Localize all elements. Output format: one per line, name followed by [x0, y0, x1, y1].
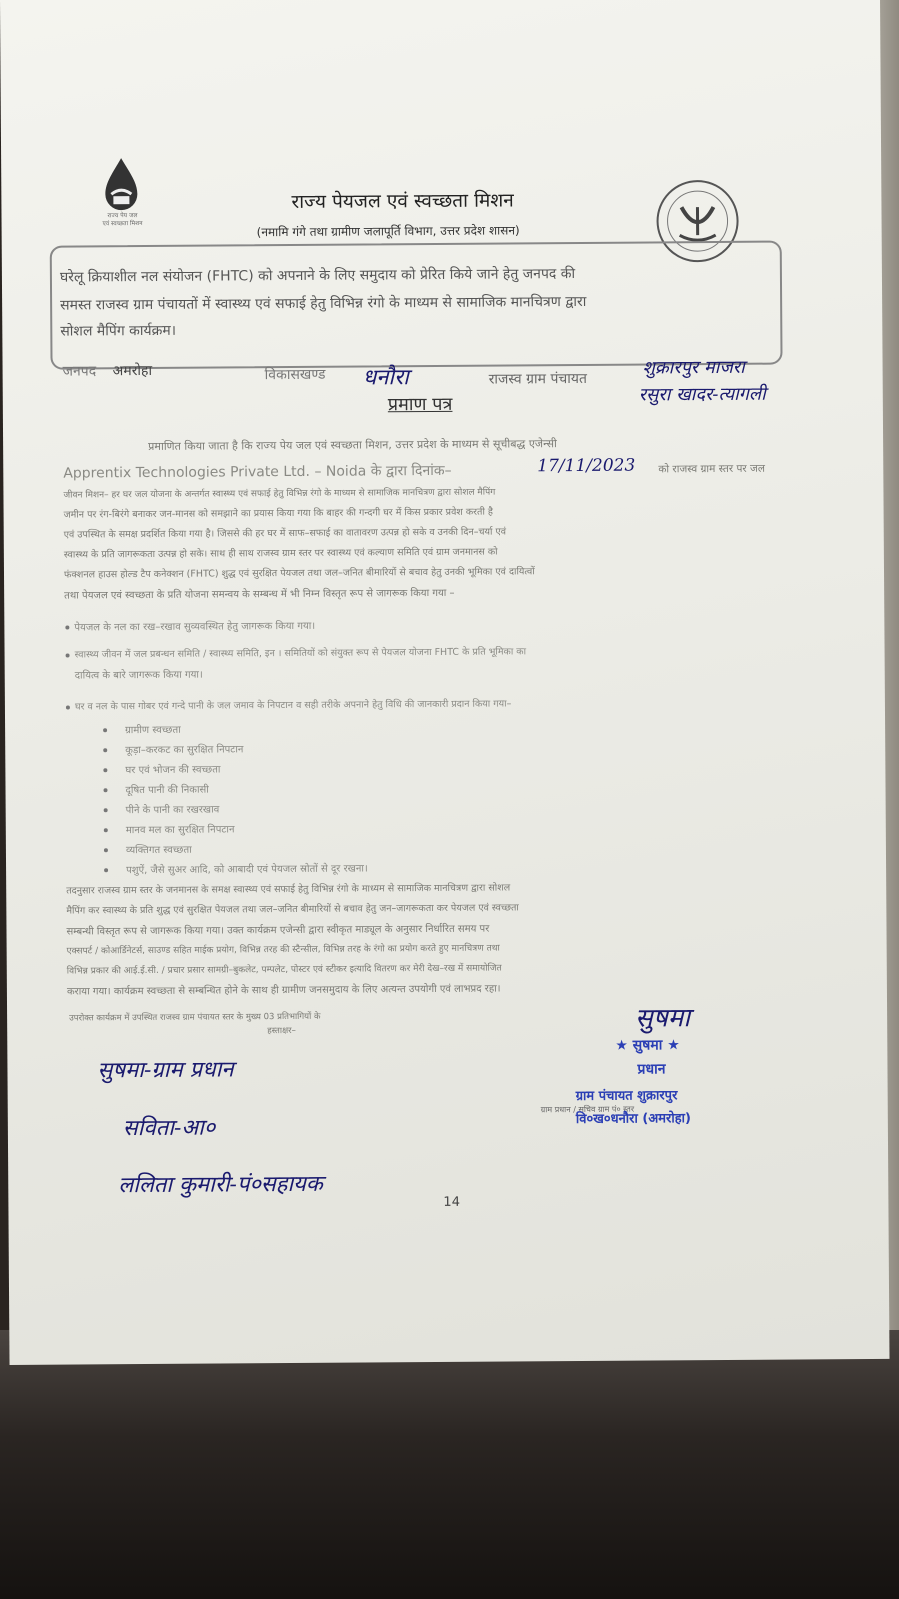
logo-text-1: राज्य पेय जल: [107, 212, 138, 220]
body-line-2b: को राजस्व ग्राम स्तर पर जल: [658, 462, 765, 476]
sub-bullet-3: घर एवं भोजन की स्वच्छता: [125, 764, 221, 777]
sub-bullet-5: पीने के पानी का रखरखाव: [125, 804, 220, 817]
banner-line-1: घरेलू क्रियाशील नल संयोजन (FHTC) को अपनाने के लिए समुदाय को प्रेरित किये जाने हेतु जनपद की: [59, 265, 576, 286]
participants-label: उपरोक्त कार्यक्रम में उपस्थित राजस्व ग्राम पंचायत स्तर के मुख्य 03 प्रतिभागियों के: [69, 1011, 321, 1024]
banner-line-2: समस्त राजस्व ग्राम पंचायतों में स्वास्थ्य एवं सफाई हेतु विभिन्न रंगो के माध्यम से सामाजिक मानचित्रण द्वारा: [60, 293, 587, 314]
stamp-office: ग्राम पंचायत शुक्रारपुर: [575, 1088, 678, 1105]
district-label: जनपद: [62, 363, 97, 380]
closing-line-2: मैपिंग कर स्वास्थ्य के प्रति शुद्ध एवं सुरक्षित पेयजल तथा जल–जनित बीमारियों से बचाव हेतु जन–जागरूकता कर पेयजल एवं स्वच्छता: [66, 902, 519, 917]
programme-date: 17/11/2023: [537, 455, 636, 477]
bullet-dot: [104, 828, 108, 832]
top-bullet-1: पेयजल के नल का रख–रखाव सुव्यवस्थित हेतु जागरूक किया गया।: [74, 620, 316, 634]
block-label: विकासखण्ड: [264, 366, 326, 384]
background-surface-bottom: [0, 1330, 899, 1599]
stamp-role: प्रधान: [637, 1061, 666, 1078]
district-value: अमरोहा: [112, 362, 153, 380]
bullet-dot: [104, 848, 108, 852]
body-line-5: एवं उपस्थित के समक्ष प्रदर्शित किया गया है। जिससे की हर घर में साफ–सफाई का वातावरण उत्पन्न हो सके व उनकी दिन–चर्या एवं: [63, 526, 507, 541]
bullet-dot: [104, 868, 108, 872]
bullet-dot: [103, 748, 107, 752]
pradhan-signature: सुषमा: [635, 1003, 691, 1034]
closing-line-4: एक्सपर्ट / कोआर्डिनेटर्स, साउण्ड सहित माईक प्रयोग, विभिन्न तरह की स्टैन्सील, विभिन्न तरह के रंगो का प्रयोग करते हुए मानचित्रण तथा: [66, 943, 500, 957]
closing-line-5: विभिन्न प्रकार की आई.ई.सी. / प्रचार प्रसार सामग्री–बुकलेट, पम्पलेट, पोस्टर एवं स्टीकर इत्यादि वितरण कर मेरी देख–रख में समायोजित: [66, 963, 502, 977]
sub-bullet-1: ग्रामीण स्वच्छता: [125, 724, 181, 737]
body-line-1: प्रमाणित किया जाता है कि राज्य पेय जल एवं स्वच्छता मिशन, उत्तर प्रदेश के माध्यम से सूचीबद्ध एजेन्सी: [148, 437, 557, 453]
certificate-title: प्रमाण पत्र: [387, 393, 453, 416]
panchayat-value-1: शुक्रारपुर माजरा: [642, 356, 745, 379]
bullet-dot: [66, 654, 70, 658]
stamp-name: ★ सुषमा ★: [615, 1037, 680, 1054]
header-subtitle: (नमामि गंगे तथा ग्रामीण जलापूर्ति विभाग, उत्तर प्रदेश शासन): [256, 223, 520, 240]
mission-logo: [91, 154, 152, 234]
closing-line-6: कराया गया। कार्यक्रम स्वच्छता से सम्बन्धित होने के साथ ही ग्रामीण जनसमुदाय के लिए अत्यन्त उपयोगी एवं लाभप्रद रहा।: [66, 983, 501, 998]
closing-line-1: तदनुसार राजस्व ग्राम स्तर के जनमानस के समक्ष स्वास्थ्य एवं सफाई हेतु विभिन्न रंगो के माध्यम से सामाजिक मानचित्रण द्वारा सोशल: [66, 882, 511, 897]
logo-text-2: एवं स्वच्छता मिशन: [102, 220, 143, 228]
sub-bullet-8: पशुऐं, जैसे सुअर आदि, को आबादी एवं पेयजल स्रोतों से दूर रखना।: [126, 863, 368, 877]
bullet-dot: [104, 788, 108, 792]
body-line-6: स्वास्थ्य के प्रति जागरूकता उत्पन्न हो सके। साथ ही साथ राजस्व ग्राम स्तर पर स्वास्थ्य एवं कल्याण समिति एवं ग्राम जनमानस को: [63, 546, 498, 561]
sub-bullet-6: मानव मल का सुरक्षित निपटान: [125, 824, 235, 837]
sub-bullet-7: व्यक्तिगत स्वच्छता: [125, 844, 192, 857]
top-bullet-2b: दायित्व के बारे जागरूक किया गया।: [74, 669, 203, 682]
banner-line-3: सोशल मैपिंग कार्यक्रम।: [60, 322, 177, 340]
stamp-block: वि०ख०धनौरा (अमरोहा): [575, 1111, 691, 1128]
bullet-dot: [66, 706, 70, 710]
bullet-dot: [103, 768, 107, 772]
participant-signature-1: सुषमा-ग्राम प्रधान: [97, 1057, 234, 1084]
sub-bullet-2: कूड़ा–करकट का सुरक्षित निपटान: [125, 744, 244, 757]
sub-bullet-4: दूषित पानी की निकासी: [125, 784, 209, 797]
panchayat-value-2: रसुरा खादर-त्यागली: [638, 383, 766, 406]
bullet-dot: [103, 728, 107, 732]
body-line-3: जीवन मिशन– हर घर जल योजना के अन्तर्गत स्वास्थ्य एवं सफाई हेतु विभिन्न रंगो के माध्यम से सामाजिक मानचित्रण द्वारा सोशल मैपिंग: [63, 487, 496, 501]
body-line-2: Apprentix Technologies Private Ltd. – Noida के द्वारा दिनांक–: [63, 462, 452, 482]
bullet-dot: [65, 626, 69, 630]
body-line-8: तथा पेयजल एवं स्वच्छता के प्रति योजना समन्वय के सम्बन्ध में भी निम्न विस्तृत रूप से जागरूक किया गया –: [64, 587, 455, 602]
page-number: 14: [443, 1194, 461, 1210]
closing-line-3: सम्बन्धी विस्तृत रूप से जागरूक किया गया। उक्त कार्यक्रम एजेन्सी द्वारा स्वीकृत माड्यूल के अनुसार निर्धारित समय पर: [66, 923, 490, 938]
body-line-4: जमीन पर रंग-बिरंगे बनाकर जन-मानस को समझाने का प्रयास किया गया कि बाहर की गन्दगी घर में किस प्रकार प्रवेश करती है: [63, 506, 494, 521]
body-line-7: फंक्शनल हाउस होल्ड टैप कनेक्शन (FHTC) शुद्ध एवं सुरक्षित पेयजल तथा जल–जनित बीमारियों से बचाव हेतु उनकी भूमिका एवं दायित्वों: [63, 566, 535, 581]
top-bullet-3: घर व नल के पास गोबर एवं गन्दे पानी के जल जमाव के निपटान व सही तरीके अपनाने हेतु विधि की जानकारी प्रदान किया गया–: [74, 698, 512, 713]
panchayat-label: राजस्व ग्राम पंचायत: [488, 370, 588, 388]
bullet-dot: [104, 808, 108, 812]
stamp-prefix: ग्राम प्रधान / सचिव ग्राम पं० स्तर: [540, 1104, 635, 1115]
participants-label-2: हस्ताक्षर–: [267, 1025, 296, 1037]
participant-signature-3: ललिता कुमारी-पं०सहायक: [118, 1171, 323, 1199]
top-bullet-2: स्वास्थ्य जीवन में जल प्रबन्धन समिति / स्वास्थ्य समिति, इन । समितियों को संयुक्त रूप से पेयजल योजना FHTC के प्रति भूमिका का: [74, 646, 527, 661]
participant-signature-2: सविता-आ०: [122, 1115, 216, 1142]
block-value: धनौरा: [362, 365, 409, 391]
header-title: राज्य पेयजल एवं स्वच्छता मिशन: [291, 189, 514, 213]
